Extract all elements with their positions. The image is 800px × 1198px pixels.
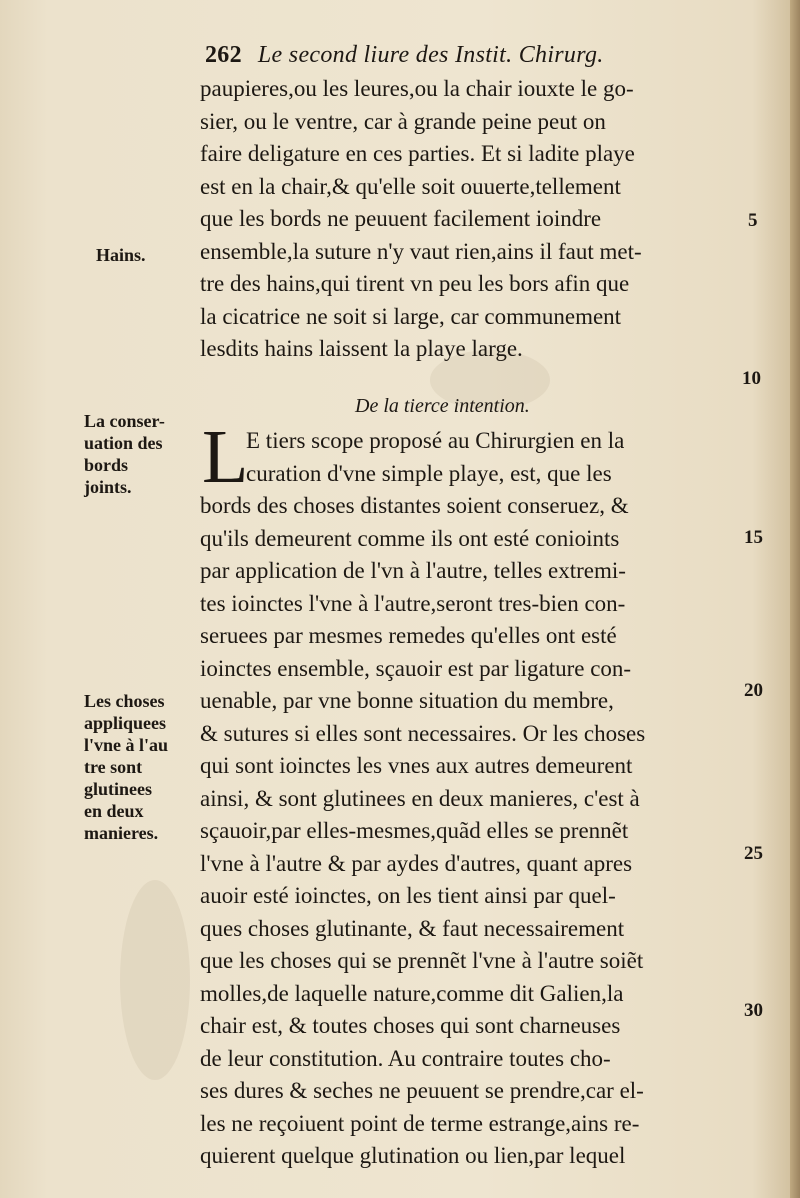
text-line: les ne reçoiuent point de terme estrange,ains re- xyxy=(200,1110,640,1136)
drop-cap: L xyxy=(202,415,249,499)
text-line: ainsi, & sont glutinees en deux manieres, c'est à xyxy=(200,785,640,811)
text-line: lesdits hains laissent la playe large. xyxy=(200,336,523,361)
margin-note-line: appliquees xyxy=(84,713,167,733)
text-line: sier, ou le ventre, car à grande peine peut on xyxy=(200,108,606,134)
line-number: 25 xyxy=(744,843,763,864)
text-line: ioinctes ensemble, sçauoir est par ligature con- xyxy=(200,655,632,681)
line-number: 10 xyxy=(742,368,761,389)
text-line: quierent quelque glutination ou lien,par lequel xyxy=(200,1143,626,1168)
text-line: l'vne à l'autre & par aydes d'autres, quant apres xyxy=(200,850,633,876)
line-number: 20 xyxy=(744,680,763,701)
running-title: Le second liure des Instit. Chirurg. xyxy=(257,42,604,68)
text-line: ses dures & seches ne peuuent se prendre,car el- xyxy=(200,1078,644,1103)
text-line: est en la chair,& qu'elle soit ouuerte,tellement xyxy=(200,173,621,199)
section-title: De la tierce intention. xyxy=(355,395,530,417)
margin-note-line: Les choses xyxy=(84,691,165,711)
margin-note-line: manieres. xyxy=(84,823,159,843)
text-line: sçauoir,par elles-mesmes,quãd elles se prennẽt xyxy=(200,818,629,843)
text-line: tre des hains,qui tirent vn peu les bors afin que xyxy=(200,271,630,296)
text-line: uenable, par vne bonne situation du membre, xyxy=(200,688,614,713)
text-line: chair est, & toutes choses qui sont charneuses xyxy=(200,1013,621,1038)
paragraph-block-2 xyxy=(200,415,760,1173)
text-line: molles,de laquelle nature,comme dit Galien,la xyxy=(200,980,624,1006)
text-line: faire deligature en ces parties. Et si ladite playe xyxy=(200,141,635,166)
text-line: par application de l'vn à l'autre, telles extremi- xyxy=(200,558,626,583)
text-line: seruees par mesmes remedes qu'elles ont esté xyxy=(200,623,617,648)
text-line: que les choses qui se prennẽt l'vne à l'autre soiẽt xyxy=(200,948,644,973)
text-line: auoir esté ioinctes, on les tient ainsi par quel- xyxy=(200,883,616,908)
margin-note-hains: Hains. xyxy=(96,245,146,265)
margin-note-conservation xyxy=(84,410,200,498)
line-number: 15 xyxy=(744,527,763,548)
text-line: la cicatrice ne soit si large, car communement xyxy=(200,303,622,329)
paragraph-block-1 xyxy=(200,73,760,366)
margin-note-line: joints. xyxy=(84,477,132,497)
text-line: & sutures si elles sont necessaires. Or les choses xyxy=(200,720,646,746)
margin-note-line: glutinees xyxy=(84,779,153,799)
text-line: curation d'vne simple playe, est, que les xyxy=(246,460,612,486)
text-line: qui sont ioinctes les vnes aux autres demeurent xyxy=(200,753,633,778)
text-line: que les bords ne peuuent facilement ioindre xyxy=(200,206,602,231)
margin-note-line: bords xyxy=(84,455,129,475)
margin-note-line: La conser- xyxy=(84,411,165,431)
line-number: 30 xyxy=(744,1000,763,1021)
margin-note-line: en deux xyxy=(84,801,144,821)
margin-note-line: uation des xyxy=(84,433,163,453)
text-line: ques choses glutinante, & faut necessairement xyxy=(200,915,625,941)
margin-note-choses xyxy=(84,690,200,844)
text-line: ensemble,la suture n'y vaut rien,ains il faut met- xyxy=(200,238,642,264)
running-head xyxy=(205,42,725,69)
text-line: qu'ils demeurent comme ils ont esté conioints xyxy=(200,525,620,551)
text-line: E tiers scope proposé au Chirurgien en la xyxy=(246,428,625,453)
line-number: 5 xyxy=(748,210,758,231)
page-number: 262 xyxy=(205,42,242,68)
text-line: tes ioinctes l'vne à l'autre,seront tres-bien con- xyxy=(200,590,626,616)
text-line: paupieres,ou les leures,ou la chair iouxte le go- xyxy=(200,76,634,101)
text-line: bords des choses distantes soient conseruez, & xyxy=(200,493,629,518)
text-line: de leur constitution. Au contraire toutes cho- xyxy=(200,1045,611,1071)
margin-note-line: l'vne à l'au xyxy=(84,735,169,755)
page-edge xyxy=(790,0,800,1198)
paper-stain xyxy=(120,880,190,1080)
margin-note-line: tre sont xyxy=(84,757,143,777)
